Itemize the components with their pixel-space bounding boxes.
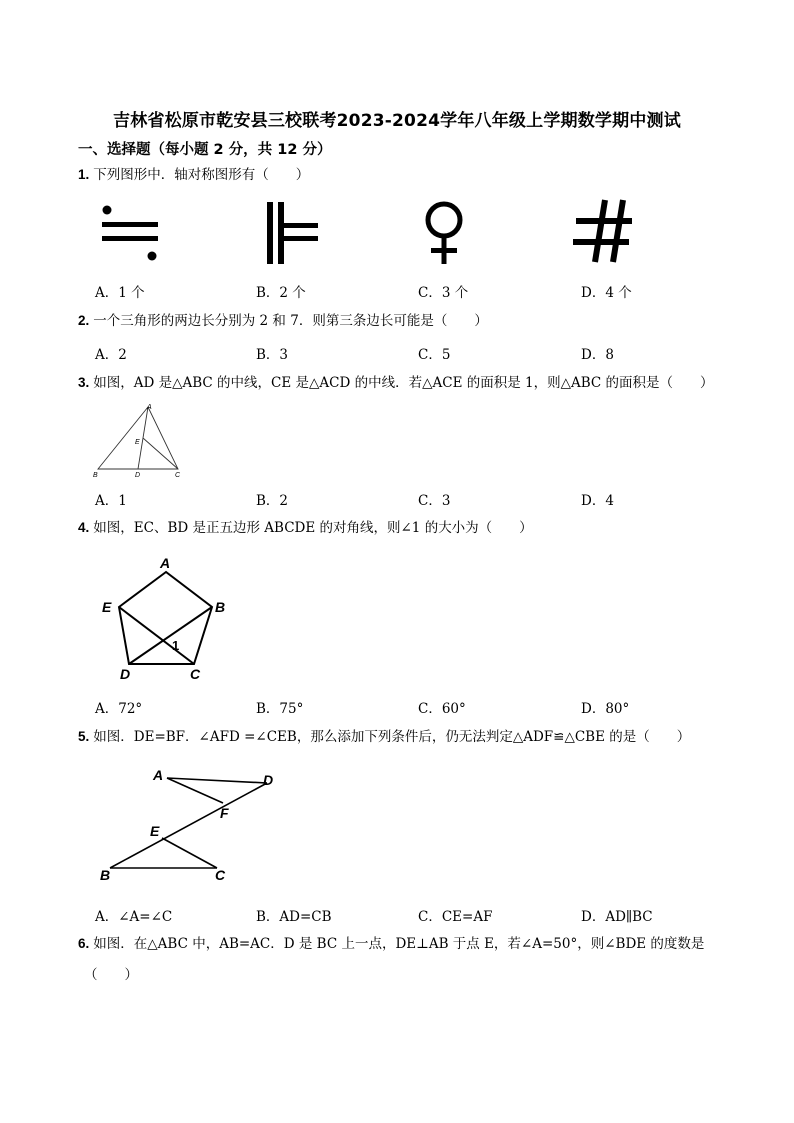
figure-q4 <box>98 552 238 684</box>
question-text: 如图．在△ABC 中，AB=AC．D 是 BC 上一点，DE⊥AB 于点 E，若∠A=50°，则∠BDE 的度数是 <box>93 936 705 952</box>
option-d: D．4 个 <box>581 285 632 301</box>
option-d: D．4 <box>581 493 614 509</box>
label-d: D <box>120 666 131 682</box>
double-bar-t-symbol-icon <box>267 202 318 264</box>
option-d: D．8 <box>581 347 614 363</box>
label-d: D <box>135 472 141 479</box>
question-text: 如图，AD 是△ABC 的中线，CE 是△ACD 的中线．若△ACE 的面积是 1，则△ABC 的面积是（ ） <box>93 375 714 391</box>
label-a: A <box>147 404 152 411</box>
question-number: 4. <box>78 520 90 535</box>
question-text: 一个三角形的两边长分别为 2 和 7．则第三条边长可能是（ ） <box>93 313 488 329</box>
option-b: B．AD=CB <box>256 909 332 925</box>
option-b: B．2 <box>256 493 289 509</box>
option-a: A．∠A=∠C <box>95 909 173 925</box>
option-a: A．1 个 <box>95 285 145 301</box>
option-b: B．75° <box>256 701 304 717</box>
label-a: A <box>160 555 171 571</box>
option-d: D．80° <box>581 701 630 717</box>
label-b: B <box>100 867 111 883</box>
question-text: 下列图形中．轴对称图形有（ ） <box>93 167 310 183</box>
hash-symbol-icon <box>573 200 632 262</box>
page-title: 吉林省松原市乾安县三校联考2023-2024学年八年级上学期数学期中测试 <box>113 111 681 131</box>
question-6 <box>78 933 704 955</box>
question-number: 6. <box>78 936 90 951</box>
option-c: C．60° <box>418 701 466 717</box>
division-like-symbol-icon <box>102 206 158 261</box>
option-c: C．3 个 <box>418 285 469 301</box>
question-text: 如图，EC、BD 是正五边形 ABCDE 的对角线，则∠1 的大小为（ ） <box>93 520 533 536</box>
option-c: C．CE=AF <box>418 909 493 925</box>
female-symbol-icon <box>428 204 460 264</box>
label-b: B <box>93 472 98 479</box>
question-5 <box>78 726 690 748</box>
figure-q5 <box>95 760 295 886</box>
option-c: C．3 <box>418 493 451 509</box>
question-number: 5. <box>78 729 90 744</box>
option-c: C．5 <box>418 347 451 363</box>
label-e: E <box>150 823 160 839</box>
angle-label-1: 1 <box>172 638 180 653</box>
option-a: A．2 <box>95 347 127 363</box>
label-b: B <box>215 599 226 615</box>
question-text: 如图．DE=BF．∠AFD =∠CEB，那么添加下列条件后，仍无法判定△ADF≌△CBE 的是（ ） <box>93 729 691 745</box>
label-c: C <box>175 472 181 479</box>
option-d: D．AD∥BC <box>581 909 653 925</box>
label-d: D <box>263 772 274 788</box>
question-1 <box>78 164 309 186</box>
question-6-blank: （ ） <box>84 967 138 983</box>
label-a: A <box>153 767 164 783</box>
question-2 <box>78 310 488 332</box>
question-3 <box>78 372 714 394</box>
figure-q1 <box>95 196 675 270</box>
question-number: 3. <box>78 375 90 390</box>
label-c: C <box>215 867 226 883</box>
question-number: 1. <box>78 167 90 182</box>
label-c: C <box>190 666 201 682</box>
question-number: 2. <box>78 313 90 328</box>
figure-q3 <box>90 402 190 480</box>
question-4 <box>78 517 533 539</box>
label-e: E <box>102 599 112 615</box>
option-a: A．1 <box>95 493 127 509</box>
label-f: F <box>220 805 229 821</box>
option-a: A．72° <box>95 701 143 717</box>
option-b: B．3 <box>256 347 289 363</box>
option-b: B．2 个 <box>256 285 306 301</box>
section-heading: 一、选择题（每小题 2 分，共 12 分） <box>78 142 332 158</box>
label-e: E <box>135 439 140 446</box>
